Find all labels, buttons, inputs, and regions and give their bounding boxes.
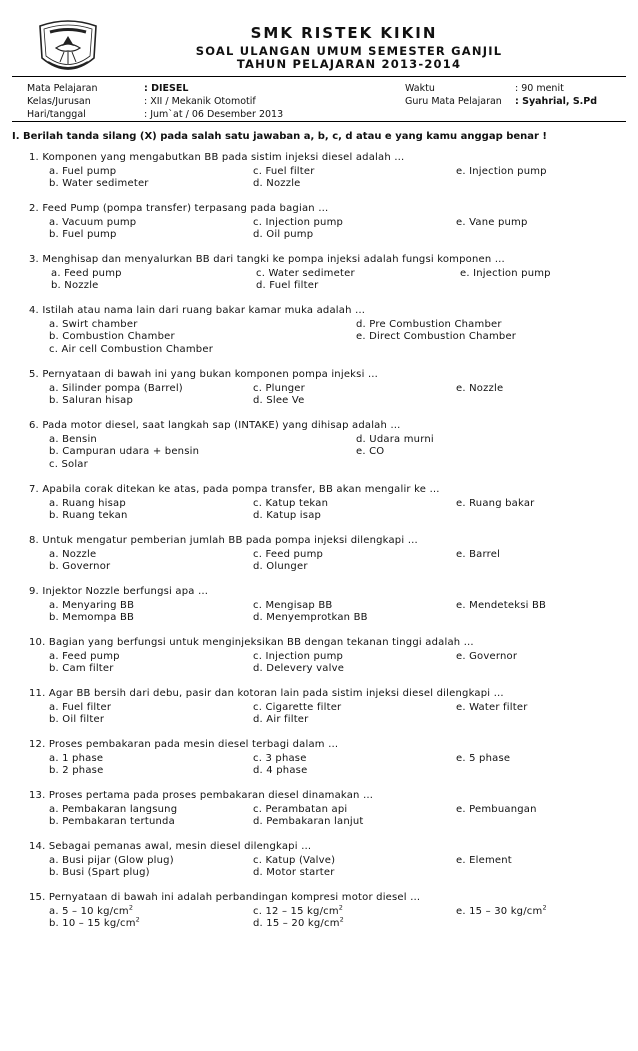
answer-option-label: e. Mendeteksi BB [456,599,547,611]
answer-option-label: b. Busi (Spart plug) [49,867,150,878]
answer-option-label: b. Memompa BB [49,612,135,623]
answer-option-a[interactable] [49,753,103,764]
answer-option-label: b. Cam filter [49,663,114,674]
answer-option-e[interactable] [456,166,547,177]
time-label: Waktu [405,83,435,94]
answer-option-a[interactable] [49,319,138,330]
answer-option-label: e. Governor [456,650,518,662]
answer-option-label: a. 5 – 10 kg/cm [49,905,129,917]
answer-option-label: a. Vacuum pump [49,216,137,228]
answer-option-e[interactable] [456,383,503,394]
unit-superscript: 2 [339,915,344,924]
answer-option-label: a. Silinder pompa (Barrel) [49,382,183,394]
answer-option-label: c. Water sedimeter [256,267,355,279]
answer-option-label: b. Nozzle [51,280,99,291]
answer-option-label: e. Injection pump [456,165,547,177]
answer-option-a[interactable] [49,498,126,509]
exam-year: TAHUN PELAJARAN 2013-2014 [236,57,462,71]
question-stem: 9. Injektor Nozzle berfungsi apa … [29,586,209,597]
answer-option-e[interactable] [456,804,537,815]
question-stem: 4. Istilah atau nama lain dari ruang bakar kamar muka adalah … [29,305,366,316]
answer-option-label: c. Cigarette filter [253,701,342,713]
answer-option-label: d. Pembakaran lanjut [253,816,364,827]
answer-option-b[interactable] [49,331,175,342]
question-stem: 1. Komponen yang mengabutkan BB pada sistim injeksi diesel adalah … [29,152,405,163]
answer-option-d[interactable] [253,915,344,929]
answer-option-d[interactable] [253,178,301,189]
answer-option-d[interactable] [356,434,434,445]
answer-option-label: a. Pembakaran langsung [49,803,178,815]
answer-option-label: c. Mengisap BB [253,599,333,611]
answer-option-b[interactable] [49,395,133,406]
answer-option-a[interactable] [49,166,116,177]
header-divider-top [12,76,626,77]
question-stem: 6. Pada motor diesel, saat langkah sap (INTAKE) yang dihisap adalah … [29,420,401,431]
answer-option-e[interactable] [356,446,384,457]
answer-option-b[interactable] [49,561,110,572]
answer-option-e[interactable] [356,331,516,342]
answer-option-label: e. Vane pump [456,216,528,228]
answer-option-a[interactable] [49,855,174,866]
answer-option-label: c. Feed pump [253,548,324,560]
answer-option-label: c. Solar [49,458,88,470]
answer-option-b[interactable] [49,765,103,776]
answer-option-d[interactable] [253,561,308,572]
answer-option-d[interactable] [356,319,502,330]
answer-option-label: a. Ruang hisap [49,497,126,509]
answer-option-c[interactable] [49,459,88,470]
answer-option-label: a. Menyaring BB [49,599,135,611]
answer-option-label: e. 15 – 30 kg/cm [456,905,543,917]
header-divider-bottom [12,121,626,122]
answer-option-d[interactable] [253,510,321,521]
answer-option-label: a. Bensin [49,433,97,445]
unit-superscript: 2 [135,915,140,924]
answer-option-label: c. Fuel filter [253,165,315,177]
answer-option-e[interactable] [456,702,528,713]
answer-option-b[interactable] [49,915,140,929]
class-value: : XII / Mekanik Otomotif [144,96,256,107]
answer-option-e[interactable] [456,217,528,228]
answer-option-label: b. Ruang tekan [49,510,128,521]
answer-option-label: e. Pembuangan [456,803,537,815]
answer-option-d[interactable] [253,663,344,674]
answer-option-label: a. 1 phase [49,752,104,764]
unit-superscript: 2 [542,903,547,912]
answer-option-label: d. Nozzle [253,178,301,189]
answer-option-label: c. Katup (Valve) [253,854,336,866]
answer-option-c[interactable] [253,753,307,764]
answer-option-label: d. Slee Ve [253,395,305,406]
answer-option-label: b. Water sedimeter [49,178,149,189]
question-stem: 2. Feed Pump (pompa transfer) terpasang pada bagian … [29,203,329,214]
answer-option-c[interactable] [253,804,347,815]
answer-option-label: b. Saluran hisap [49,395,134,406]
answer-option-label: a. Feed pump [49,650,120,662]
answer-option-label: a. Swirt chamber [49,318,138,330]
answer-option-label: b. Oil filter [49,714,105,725]
question-stem: 11. Agar BB bersih dari debu, pasir dan kotoran lain pada sistim injeksi diesel dilengkapi … [29,688,504,699]
question-stem: 8. Untuk mengatur pemberian jumlah BB pada pompa injeksi dilengkapi … [29,535,418,546]
answer-option-c[interactable] [253,702,341,713]
answer-option-c[interactable] [253,549,323,560]
answer-option-b[interactable] [49,612,134,623]
date-label: Hari/tanggal [27,109,86,120]
class-label: Kelas/Jurusan [27,96,91,107]
question-stem: 5. Pernyataan di bawah ini yang bukan komponen pompa injeksi … [29,369,379,380]
answer-option-label: e. Barrel [456,548,501,560]
answer-option-e[interactable] [456,855,512,866]
answer-option-e[interactable] [456,903,547,917]
answer-option-c[interactable] [253,855,335,866]
answer-option-c[interactable] [256,268,355,279]
teacher-label: Guru Mata Pelajaran [405,96,502,107]
answer-option-label: b. Combustion Chamber [49,331,175,342]
answer-option-c[interactable] [253,166,315,177]
answer-option-label: d. Menyemprotkan BB [253,612,368,623]
question-stem: 3. Menghisap dan menyalurkan BB dari tangki ke pompa injeksi adalah fungsi komponen … [29,254,505,265]
subject-label: Mata Pelajaran [27,83,98,94]
subject-value: : DIESEL [144,83,189,94]
answer-option-d[interactable] [253,395,305,406]
answer-option-label: e. Nozzle [456,382,504,394]
answer-option-label: d. Delevery valve [253,663,345,674]
answer-option-label: a. Fuel pump [49,165,117,177]
question-stem: 7. Apabila corak ditekan ke atas, pada pompa transfer, BB akan mengalir ke … [29,484,440,495]
question-stem: 15. Pernyataan di bawah ini adalah perbandingan kompresi motor diesel … [29,892,421,903]
teacher-value: : Syahrial, S.Pd [515,96,598,107]
answer-option-c[interactable] [253,217,343,228]
answer-option-label: d. Pre Combustion Chamber [356,318,502,330]
answer-option-a[interactable] [49,903,134,917]
time-value: : 90 menit [515,83,564,94]
answer-option-b[interactable] [49,510,128,521]
answer-option-e[interactable] [456,498,534,509]
answer-option-a[interactable] [49,383,183,394]
answer-option-label: b. Governor [49,561,111,572]
date-value: : Jum`at / 06 Desember 2013 [144,109,284,120]
answer-option-label: e. Injection pump [460,267,551,279]
answer-option-label: e. 5 phase [456,752,511,764]
answer-option-label: b. Campuran udara + bensin [49,446,200,457]
answer-option-label: e. CO [356,446,385,457]
answer-option-b[interactable] [49,229,117,240]
answer-option-label: e. Water filter [456,701,528,713]
unit-superscript: 2 [128,903,134,912]
answer-option-label: b. 2 phase [49,765,104,776]
answer-option-d[interactable] [256,280,318,291]
school-name: SMK RISTEK KIKIN [250,24,438,42]
answer-option-label: a. Feed pump [51,267,122,279]
answer-option-label: d. Olunger [253,561,308,572]
answer-option-label: a. Busi pijar (Glow plug) [49,854,174,866]
answer-option-label: c. Injection pump [253,216,344,228]
answer-option-label: e. Element [456,854,512,866]
answer-option-e[interactable] [456,600,546,611]
answer-option-label: b. Fuel pump [49,229,117,240]
answer-option-e[interactable] [456,651,517,662]
answer-option-label: a. Nozzle [49,548,97,560]
exam-title: SOAL ULANGAN UMUM SEMESTER GANJIL [195,44,503,58]
answer-option-label: c. 12 – 15 kg/cm [253,905,339,917]
answer-option-label: d. Katup isap [253,510,322,521]
answer-option-c[interactable] [253,498,328,509]
answer-option-d[interactable] [253,229,313,240]
answer-option-label: c. Injection pump [253,650,344,662]
answer-option-a[interactable] [49,434,97,445]
answer-option-b[interactable] [49,867,150,878]
answer-option-c[interactable] [253,903,344,917]
answer-option-label: d. 4 phase [253,765,308,776]
instruction-text: I. Berilah tanda silang (X) pada salah satu jawaban a, b, c, d atau e yang kamu anggap benar ! [12,131,547,142]
answer-option-e[interactable] [456,549,500,560]
answer-option-c[interactable] [49,344,213,355]
answer-option-b[interactable] [49,816,175,827]
answer-option-label: e. Direct Combustion Chamber [356,331,517,342]
answer-option-b[interactable] [49,446,199,457]
answer-option-label: d. Air filter [253,714,309,725]
answer-option-c[interactable] [253,651,343,662]
answer-option-label: a. Fuel filter [49,701,112,713]
question-stem: 10. Bagian yang berfungsi untuk menginjeksikan BB dengan tekanan tinggi adalah … [29,637,474,648]
answer-option-b[interactable] [49,178,149,189]
answer-option-label: c. Air cell Combustion Chamber [49,343,214,355]
answer-option-a[interactable] [49,549,96,560]
answer-option-label: d. 15 – 20 kg/cm [253,918,340,929]
answer-option-c[interactable] [253,383,305,394]
answer-option-a[interactable] [49,600,134,611]
answer-option-d[interactable] [253,714,308,725]
answer-option-a[interactable] [49,804,177,815]
answer-option-d[interactable] [253,816,364,827]
answer-option-label: c. Perambatan api [253,803,348,815]
answer-option-d[interactable] [253,867,335,878]
answer-option-e[interactable] [460,268,551,279]
answer-option-label: e. Ruang bakar [456,497,535,509]
answer-option-a[interactable] [51,268,122,279]
answer-option-label: c. 3 phase [253,752,307,764]
answer-option-e[interactable] [456,753,510,764]
answer-option-b[interactable] [49,714,104,725]
question-stem: 12. Proses pembakaran pada mesin diesel terbagi dalam … [29,739,339,750]
answer-option-label: c. Plunger [253,382,305,394]
answer-option-label: b. Pembakaran tertunda [49,816,175,827]
answer-option-a[interactable] [49,702,111,713]
answer-option-d[interactable] [253,612,368,623]
unit-superscript: 2 [338,903,344,912]
answer-option-label: d. Fuel filter [256,280,319,291]
answer-option-a[interactable] [49,217,136,228]
answer-option-label: c. Katup tekan [253,497,329,509]
answer-option-b[interactable] [49,663,114,674]
answer-option-label: d. Oil pump [253,229,314,240]
question-stem: 13. Proses pertama pada proses pembakaran diesel dinamakan … [29,790,374,801]
question-stem: 14. Sebagai pemanas awal, mesin diesel dilengkapi … [29,841,312,852]
answer-option-label: d. Udara murni [356,433,434,445]
answer-option-label: d. Motor starter [253,867,335,878]
answer-option-label: b. 10 – 15 kg/cm [49,918,136,929]
answer-option-c[interactable] [253,600,333,611]
answer-option-b[interactable] [51,280,99,291]
answer-option-d[interactable] [253,765,307,776]
answer-option-a[interactable] [49,651,120,662]
